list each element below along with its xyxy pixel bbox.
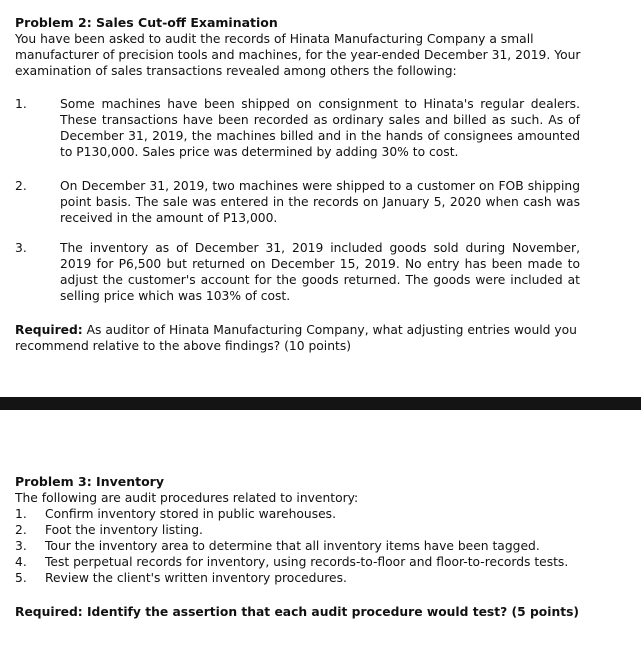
problem-3-intro: The following are audit procedures related to inventory: — [15, 491, 359, 505]
item-text: Foot the inventory listing. — [45, 523, 203, 537]
item-number: 3. — [15, 241, 27, 255]
list-item — [15, 570, 635, 586]
item-text: Tour the inventory area to determine that all inventory items have been tagged. — [45, 539, 540, 553]
item-text: Review the client's written inventory procedures. — [45, 571, 347, 585]
section-divider — [0, 397, 641, 410]
list-item — [15, 538, 635, 554]
problem-2-title: Problem 2: Sales Cut-off Examination — [15, 15, 278, 30]
problem-2-intro: You have been asked to audit the records of Hinata Manufacturing Company a small manufacturer of precision tools and machines, for the year-ended December 31, 2019. Your examination of sales transactions revealed among others the following: — [15, 32, 581, 78]
list-item — [15, 522, 635, 538]
item-number: 2. — [15, 179, 27, 193]
problem-3-required: Required: Identify the assertion that each audit procedure would test? (5 points) — [15, 605, 580, 619]
problem-3-title: Problem 3: Inventory — [15, 474, 164, 489]
item-number: 1. — [15, 507, 27, 521]
item-number: 5. — [15, 571, 27, 585]
item-text: The inventory as of December 31, 2019 included goods sold during November, 2019 for P6,500 but returned on December 15, 2019. No entry has been made to adjust the customer's account for the goods returned. The goods were included at selling price which was 103% of cost. — [60, 241, 580, 303]
item-text: Confirm inventory stored in public warehouses. — [45, 507, 336, 521]
item-number: 4. — [15, 555, 27, 569]
list-item — [15, 506, 635, 522]
required-label: Required: — [15, 323, 83, 337]
item-text: Test perpetual records for inventory, using records-to-floor and floor-to-records tests. — [45, 555, 569, 569]
list-item — [15, 554, 635, 570]
item-number: 3. — [15, 539, 27, 553]
problem-2-required — [15, 322, 615, 354]
problem-3-section — [0, 410, 641, 647]
item-number: 1. — [15, 97, 27, 111]
item-text: Some machines have been shipped on consignment to Hinata's regular dealers. These transactions have been recorded as ordinary sales and billed as such. As of December 31, 2019, the machines billed and in the hands of consignees amounted to P130,000. Sales price was determined by adding 30% to cost. — [60, 97, 580, 159]
required-text: As auditor of Hinata Manufacturing Company, what adjusting entries would you recommend relative to the above findings? (10 points) — [15, 323, 577, 353]
item-text: On December 31, 2019, two machines were shipped to a customer on FOB shipping point basis. The sale was entered in the records on January 5, 2020 when cash was received in the amount of P13,000. — [60, 179, 580, 225]
procedure-list — [15, 506, 635, 586]
item-number: 2. — [15, 523, 27, 537]
